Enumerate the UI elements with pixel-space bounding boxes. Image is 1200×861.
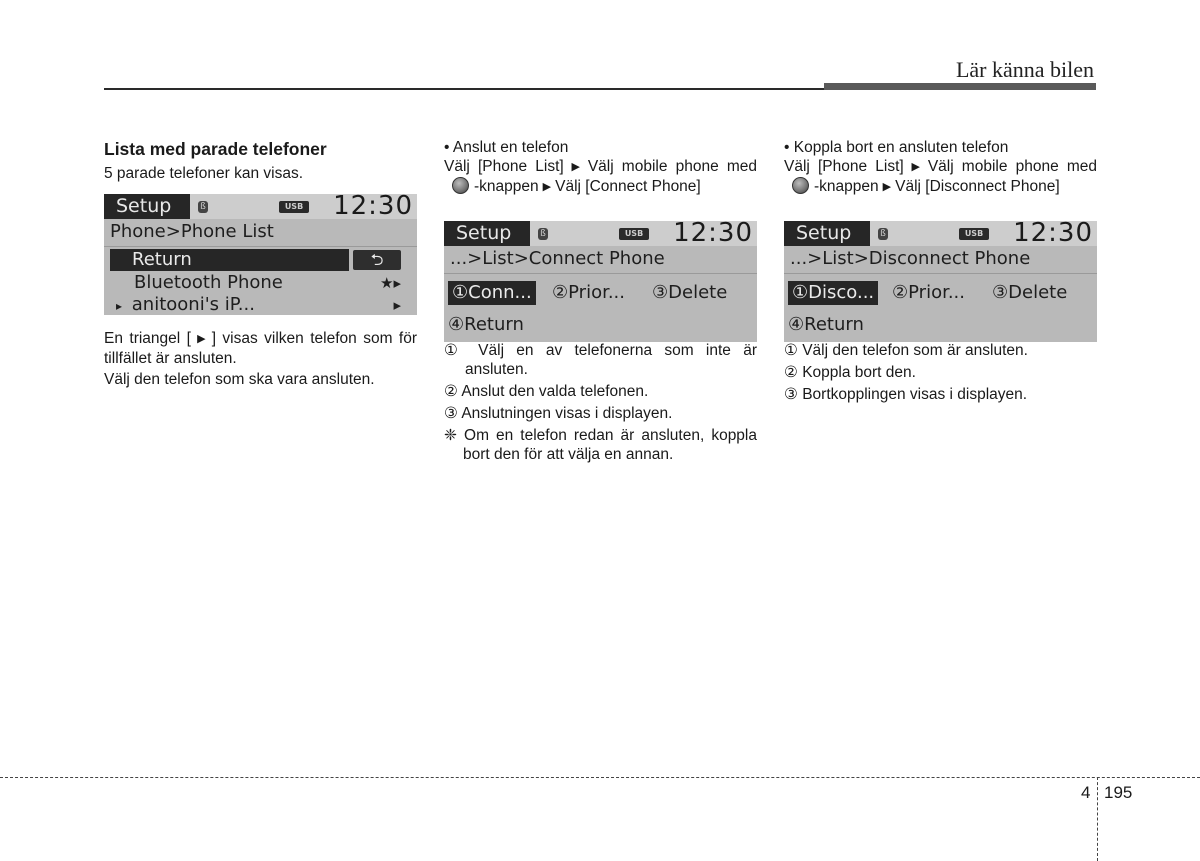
footer-rule xyxy=(0,777,1200,778)
step-1: ① Välj den telefon som är ansluten. xyxy=(784,342,1028,359)
setup-tab[interactable]: Setup xyxy=(784,221,870,246)
triangle-icon: ▶ xyxy=(194,333,208,345)
option-return[interactable]: ④Return xyxy=(788,314,864,335)
step-3: ③ Bortkopplingen visas i displayen. xyxy=(784,386,1028,403)
bullet-connect: • Anslut en telefon xyxy=(444,139,569,156)
breadcrumb: ...>List>Disconnect Phone xyxy=(790,248,1031,269)
page-number: 195 xyxy=(1104,783,1133,802)
list-item-bluetooth-phone[interactable]: Bluetooth Phone ★▸ xyxy=(134,272,401,293)
option-return[interactable]: ④Return xyxy=(448,314,524,335)
bluetooth-icon: ß xyxy=(878,228,888,240)
setup-tab[interactable]: Setup xyxy=(104,194,190,219)
setup-tab[interactable]: Setup xyxy=(444,221,530,246)
option-priority[interactable]: ②Prior... xyxy=(892,282,966,303)
back-icon[interactable]: ⮌ xyxy=(353,250,401,270)
instruction-disconnect: Välj [Phone List] ▶ Välj mobile phone med-knappen ▶ Välj [Disconnect Phone] xyxy=(784,158,1097,195)
intro-text: 5 parade telefoner kan visas. xyxy=(104,165,304,182)
step-2: ② Anslut den valda telefonen. xyxy=(444,383,649,400)
option-connect[interactable]: ①Conn... xyxy=(448,281,536,305)
list-item-connected-phone[interactable]: ▸ anitooni's iP... ▸ xyxy=(110,294,401,315)
note: ❈ Om en telefon redan är ansluten, koppla bort den för att välja en annan. xyxy=(444,427,757,463)
breadcrumb: Phone>Phone List xyxy=(110,221,274,242)
option-priority[interactable]: ②Prior... xyxy=(552,282,626,303)
step-3: ③ Anslutningen visas i displayen. xyxy=(444,405,673,422)
bluetooth-icon: ß xyxy=(198,201,208,213)
bluetooth-icon: ß xyxy=(538,228,548,240)
knob-icon xyxy=(792,177,809,194)
option-delete[interactable]: ③Delete xyxy=(652,282,728,303)
usb-icon: USB xyxy=(619,228,649,240)
footer-divider xyxy=(1097,777,1098,861)
list-item-return[interactable]: Return xyxy=(110,249,349,271)
arrow-right-icon: ▸ xyxy=(393,296,401,314)
usb-icon: USB xyxy=(959,228,989,240)
page-header-title: Lär känna bilen xyxy=(955,57,1094,82)
section-heading: Lista med parade telefoner xyxy=(104,139,327,159)
step-2: ② Koppla bort den. xyxy=(784,364,916,381)
header-rule-accent xyxy=(824,83,1096,90)
select-note: Välj den telefon som ska vara ansluten. xyxy=(104,371,375,388)
triangle-icon: ▶ xyxy=(567,161,584,173)
disconnect-phone-screen xyxy=(784,221,1097,342)
triangle-icon: ▶ xyxy=(542,181,552,193)
triangle-icon: ▶ xyxy=(907,161,924,173)
step-1: ① Välj en av telefonerna som inte är ansluten. xyxy=(444,342,757,378)
instruction-connect: Välj [Phone List] ▶ Välj mobile phone med-knappen ▶ Välj [Connect Phone] xyxy=(444,158,757,195)
connected-triangle-icon: ▸ xyxy=(116,299,123,313)
chapter-number: 4 xyxy=(1081,783,1091,802)
option-delete[interactable]: ③Delete xyxy=(992,282,1068,303)
phone-list-screen xyxy=(104,194,417,315)
header-rule xyxy=(104,88,824,90)
knob-icon xyxy=(452,177,469,194)
option-disconnect[interactable]: ①Disco... xyxy=(788,281,878,305)
clock: 12:30 xyxy=(673,221,753,248)
favorite-star-icon: ★▸ xyxy=(380,274,401,292)
usb-icon: USB xyxy=(279,201,309,213)
connect-phone-screen xyxy=(444,221,757,342)
clock: 12:30 xyxy=(1013,221,1093,248)
clock: 12:30 xyxy=(333,194,413,221)
breadcrumb: ...>List>Connect Phone xyxy=(450,248,665,269)
triangle-note: En triangel [ ▶ ] visas vilken telefon som för tillfället är ansluten. xyxy=(104,330,417,367)
triangle-icon: ▶ xyxy=(882,181,892,193)
bullet-disconnect: • Koppla bort en ansluten telefon xyxy=(784,139,1009,156)
